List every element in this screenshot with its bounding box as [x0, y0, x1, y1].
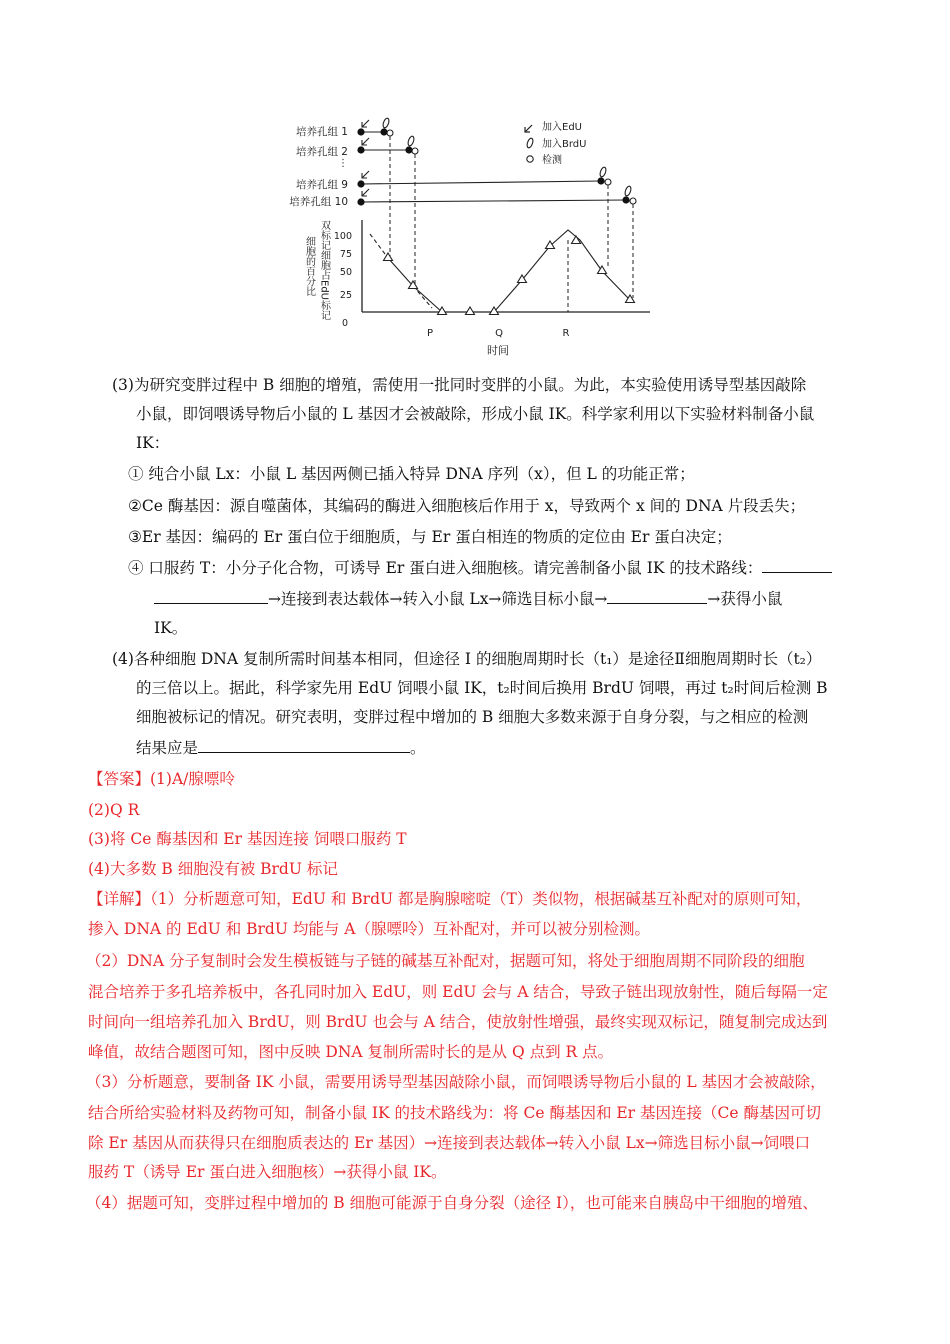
q4-line-4-text: 结果应是: [136, 739, 199, 757]
answer-line-1: 【答案】(1)A/腺嘌呤: [88, 770, 235, 788]
q4-line-2: 的三倍以上。据此，科学家先用 EdU 饲喂小鼠 IK，t₂时间后换用 BrdU 饲喂，再过 t₂时间后检测 B: [136, 679, 828, 697]
q3-line-2: 小鼠，即饲喂诱导物后小鼠的 L 基因才会被敲除，形成小鼠 IK。科学家利用以下实验材料制备小鼠: [136, 405, 815, 423]
group-label-1: 培养孔组 1: [295, 126, 348, 138]
x-mark-r: R: [562, 328, 570, 339]
group-label-10: 培养孔组 10: [289, 196, 348, 208]
detail-line-6: 峰值，故结合题图可知，图中反映 DNA 复制所需时长的是从 Q 点到 R 点。: [88, 1043, 614, 1061]
y-tick-50: 50: [339, 267, 352, 278]
q3-route-end: →获得小鼠: [707, 590, 783, 608]
q3-item-4-text: ④ 口服药 T：小分子化合物，可诱导 Er 蛋白进入细胞核。请完善制备小鼠 IK 的技术路线：: [128, 559, 763, 577]
x-marks: [427, 328, 570, 339]
detail-line-5: 时间向一组培养孔加入 BrdU，则 BrdU 也会与 A 结合，使放射性增强，最终实现双标记，随复制完成达到: [88, 1013, 828, 1031]
y-tick-0: 0: [341, 318, 348, 329]
answer-blank-route-2[interactable]: [607, 587, 707, 604]
x-mark-q: Q: [495, 328, 503, 339]
detail-line-7: （3）分析题意，要制备 IK 小鼠，需要用诱导型基因敲除小鼠，而饲喂诱导物后小鼠的 L 基因才会被敲除，: [86, 1073, 826, 1091]
data-points: [384, 236, 635, 315]
detail-line-2: 掺入 DNA 的 EdU 和 BrdU 均能与 A（腺嘌呤）互补配对，并可以被分别检测。: [88, 920, 650, 938]
q3-item-1: ① 纯合小鼠 Lx：小鼠 L 基因两侧已插入特异 DNA 序列（x），但 L 的功能正常；: [128, 465, 695, 483]
y-axis-label-2: 细胞的百分比: [303, 236, 315, 296]
answer-blank-route-1b[interactable]: [154, 587, 268, 604]
q3-route-mid: →连接到表达载体→转入小鼠 Lx→筛选目标小鼠→: [268, 590, 608, 608]
detail-line-3: （2）DNA 分子复制时会发生模板链与子链的碱基互补配对，据题可知，将处于细胞周期不同阶段的细胞: [86, 952, 805, 970]
edu-points: [357, 128, 629, 205]
q3-route-last: IK。: [154, 619, 188, 637]
detail-line-9: 除 Er 基因从而获得只在细胞质表达的 Er 基因）→连接到表达载体→转入小鼠 Lx→筛选目标小鼠→饲喂口: [88, 1134, 811, 1152]
figure-svg: [280, 108, 660, 358]
q3-line-3: IK：: [136, 434, 170, 452]
group-label-9: 培养孔组 9: [295, 179, 348, 191]
experiment-figure: [280, 108, 660, 358]
q4-line-1: (4)各种细胞 DNA 复制所需时间基本相同，但途径 I 的细胞周期时长（t₁）是途径Ⅱ细胞周期时长（t₂）: [112, 650, 822, 668]
legend-detect: 检测: [542, 155, 562, 166]
detail-line-8: 结合所给实验材料及药物可知，制备小鼠 IK 的技术路线为：将 Ce 酶基因和 Er 基因连接（Ce 酶基因可切: [88, 1104, 821, 1122]
answer-line-4: (4)大多数 B 细胞没有被 BrdU 标记: [88, 860, 338, 878]
brdu-drop-icon: [526, 137, 534, 148]
q3-item-4: [128, 556, 832, 579]
x-axis-label: 时间: [487, 344, 509, 357]
detail-line-4: 混合培养于多孔培养板中，各孔同时加入 EdU，则 EdU 会与 A 结合，导致子链出现放射性，随后每隔一定: [88, 983, 828, 1001]
legend: [525, 120, 586, 166]
q3-item-2: ②Ce 酶基因：源自噬菌体，其编码的酶进入细胞核后作用于 x，导致两个 x 间的 DNA 片段丢失；: [128, 497, 806, 515]
answer-blank-route-1a[interactable]: [762, 556, 832, 573]
y-ticks: [334, 231, 352, 329]
answer-line-3: (3)将 Ce 酶基因和 Er 基因连接 饲喂口服药 T: [88, 830, 407, 848]
detail-line-11: （4）据题可知，变胖过程中增加的 B 细胞可能源于自身分裂（途径 I），也可能来自胰岛中干细胞的增殖、: [86, 1194, 818, 1212]
group-label-2: 培养孔组 2: [295, 146, 348, 158]
detect-circle-icon: [527, 156, 533, 162]
q4-line-4: [136, 736, 426, 759]
group-timelines: [361, 117, 636, 204]
q3-line-1: (3)为研究变胖过程中 B 细胞的增殖，需使用一批同时变胖的小鼠。为此，本实验使用诱导型基因敲除: [112, 376, 807, 394]
legend-edu: 加入EdU: [542, 122, 582, 133]
y-tick-75: 75: [339, 249, 352, 260]
q3-route-line: [154, 587, 782, 610]
answer-blank-q4[interactable]: [198, 736, 410, 753]
answer-line-2: (2)Q R: [88, 801, 140, 819]
y-tick-25: 25: [339, 290, 352, 301]
data-curve: [370, 230, 630, 312]
detail-line-10: 服药 T（诱导 Er 蛋白进入细胞核）→获得小鼠 IK。: [88, 1163, 447, 1181]
q4-line-4-end: 。: [410, 739, 426, 757]
detail-line-1: 【详解】（1）分析题意可知，EdU 和 BrdU 都是胸腺嘧啶（T）类似物，根据碱基互补配对的原则可知，: [88, 890, 812, 908]
q3-item-3: ③Er 基因：编码的 Er 蛋白位于细胞质，与 Er 蛋白相连的物质的定位由 Er 蛋白决定；: [128, 528, 732, 546]
vertical-ellipsis-icon: ⋮: [338, 158, 348, 169]
drop-lines: [390, 136, 633, 312]
edu-arrow-icon: [525, 125, 532, 132]
y-axis-label-1: 双标记细胞占EdU标记: [318, 220, 330, 320]
x-mark-p: P: [426, 328, 434, 339]
q4-line-3: 细胞被标记的情况。研究表明，变胖过程中增加的 B 细胞大多数来源于自身分裂，与之相应的检测: [136, 708, 809, 726]
y-tick-100: 100: [333, 231, 352, 242]
legend-brdu: 加入BrdU: [542, 139, 587, 150]
